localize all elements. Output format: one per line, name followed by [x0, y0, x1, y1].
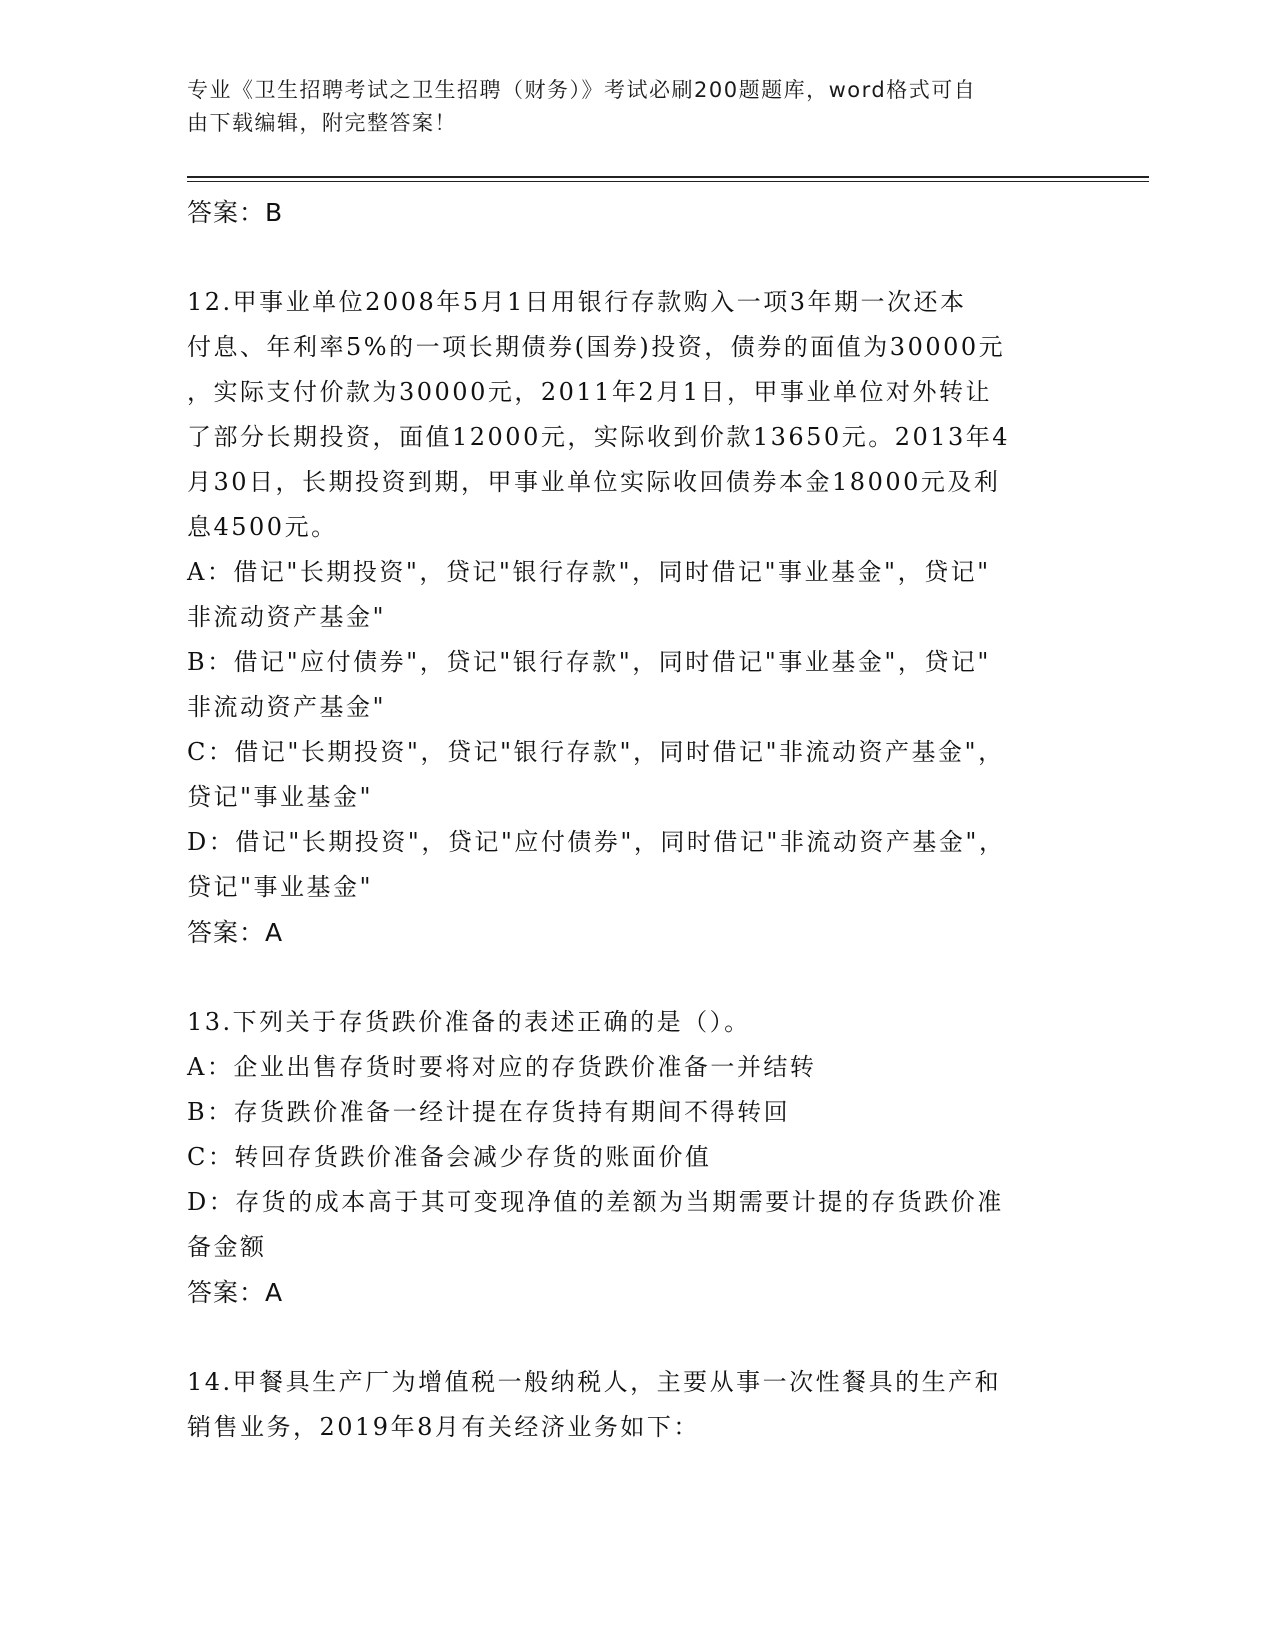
option-c-line: C：转回存货跌价准备会减少存货的账面价值: [187, 1143, 712, 1171]
spacer: [187, 235, 1087, 280]
option-a-line: A：借记"长期投资"，贷记"银行存款"，同时借记"事业基金"，贷记": [187, 558, 991, 586]
answer-q12: 答案：A: [187, 918, 284, 947]
option-b-line: B：借记"应付债券"，贷记"银行存款"，同时借记"事业基金"，贷记": [187, 648, 991, 676]
question-stem-line: 息4500元。: [187, 513, 338, 541]
question-12: [187, 280, 1087, 910]
option-c-line: 贷记"事业基金": [187, 783, 374, 811]
header-line: 由下载编辑，附完整答案！: [187, 111, 457, 135]
option-d-line: 备金额: [187, 1233, 267, 1261]
answer-q11: 答案：B: [187, 198, 284, 227]
answer-q13: 答案：A: [187, 1278, 284, 1307]
option-a-line: A：企业出售存货时要将对应的存货跌价准备一并结转: [187, 1053, 817, 1081]
page-content: [187, 190, 1087, 1450]
page-header: [187, 74, 1067, 140]
option-c-line: C：借记"长期投资"，贷记"银行存款"，同时借记"非流动资产基金"，: [187, 738, 1005, 766]
option-d-line: D：借记"长期投资"，贷记"应付债券"，同时借记"非流动资产基金"，: [187, 828, 1006, 856]
question-stem-line: 月30日，长期投资到期，甲事业单位实际收回债券本金18000元及利: [187, 468, 1001, 496]
option-d-line: D：存货的成本高于其可变现净值的差额为当期需要计提的存货跌价准: [187, 1188, 1004, 1216]
header-divider-thin: [187, 181, 1149, 182]
spacer: [187, 955, 1087, 1000]
header-line: 专业《卫生招聘考试之卫生招聘（财务）》考试必刷200题题库，word格式可自: [187, 78, 977, 102]
option-d-line: 贷记"事业基金": [187, 873, 374, 901]
question-stem-line: 12.甲事业单位2008年5月1日用银行存款购入一项3年期一次还本: [187, 288, 967, 316]
option-b-line: B：存货跌价准备一经计提在存货持有期间不得转回: [187, 1098, 791, 1126]
header-divider: [187, 176, 1149, 178]
option-b-line: 非流动资产基金": [187, 693, 387, 721]
option-a-line: 非流动资产基金": [187, 603, 387, 631]
question-stem-line: ，实际支付价款为30000元，2011年2月1日，甲事业单位对外转让: [187, 378, 992, 406]
question-stem-line: 14.甲餐具生产厂为增值税一般纳税人，主要从事一次性餐具的生产和: [187, 1368, 1002, 1396]
question-stem-line: 了部分长期投资，面值12000元，实际收到价款13650元。2013年4: [187, 423, 1011, 451]
question-14: [187, 1360, 1087, 1450]
question-stem-line: 13.下列关于存货跌价准备的表述正确的是（）。: [187, 1008, 751, 1036]
question-13: [187, 1000, 1087, 1270]
spacer: [187, 1315, 1087, 1360]
question-stem-line: 付息、年利率5%的一项长期债券(国券)投资，债券的面值为30000元: [187, 333, 1006, 361]
question-stem-line: 销售业务，2019年8月有关经济业务如下：: [187, 1413, 700, 1441]
